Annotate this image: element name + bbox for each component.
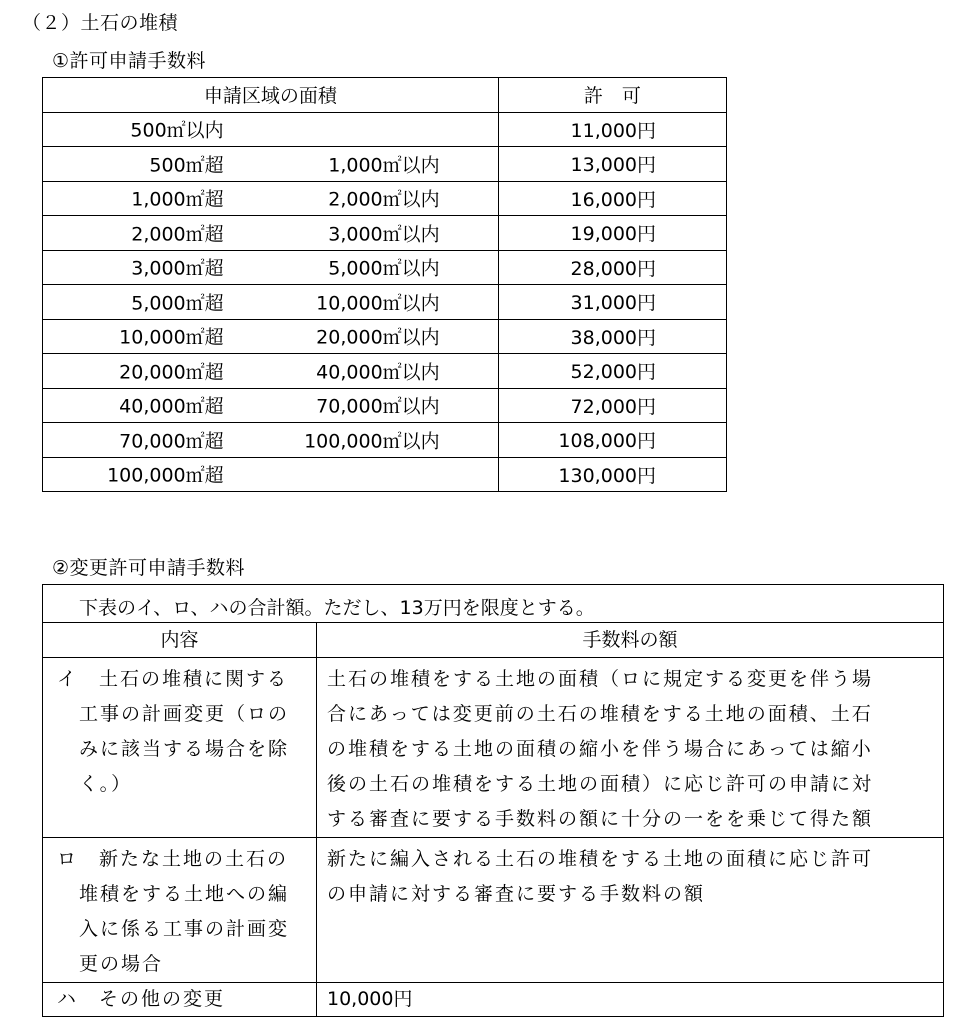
change-fee-cell (317, 838, 944, 983)
change-content-cell (43, 983, 317, 1017)
area-column-header: 申請区域の面積 (43, 78, 499, 113)
change-content-text: 新たな土地の土石の (99, 848, 289, 870)
change-fee-cell: 10,000円 (317, 983, 944, 1017)
fee-amount-column-header: 手数料の額 (317, 623, 944, 658)
area-to: 2,000㎡以内 (328, 188, 440, 211)
area-range-cell (43, 354, 499, 389)
change-content-text: 土石の堆積に関する (99, 668, 289, 690)
change-note: 下表のイ、ロ、ハの合計額。ただし、13万円を限度とする。 (43, 585, 944, 623)
change-mark: イ (57, 668, 79, 690)
table-row (43, 250, 727, 285)
area-from: 70,000㎡超 (119, 430, 224, 453)
change-fee-line: 新たに編入される土石の堆積をする土地の面積に応じ許可 (327, 848, 874, 870)
change-content-cell (43, 838, 317, 983)
table-row (43, 181, 727, 216)
area-to: 100,000㎡以内 (304, 430, 440, 453)
change-content-line: その他の変更 (99, 988, 226, 1010)
table-row (43, 354, 727, 389)
change-fee-lines (317, 658, 943, 837)
table-row (43, 838, 944, 983)
section-heading: （２）土石の堆積 (22, 12, 179, 34)
change-fee-table (42, 584, 944, 1017)
change-mark: ハ (57, 988, 79, 1010)
area-from: 2,000㎡超 (131, 223, 224, 246)
area-to: 70,000㎡以内 (316, 395, 440, 418)
area-to: 10,000㎡以内 (316, 292, 440, 315)
table-row (43, 147, 727, 182)
change-fee-line: 土石の堆積をする土地の面積（ロに規定する変更を伴う場 (327, 668, 874, 690)
change-content-line (43, 842, 316, 877)
change-content-line: く。） (79, 773, 133, 795)
area-to: 20,000㎡以内 (316, 326, 440, 349)
change-content-line: みに該当する場合を除 (79, 738, 290, 760)
area-from: 10,000㎡超 (119, 326, 224, 349)
area-from: 100,000㎡超 (107, 464, 224, 487)
change-content-line: 堆積をする土地への編 (79, 883, 290, 905)
change-fee-line: する審査に要する手数料の額に十分の一をを乗じて得た額 (327, 808, 874, 830)
change-note-row (43, 585, 944, 623)
area-range-cell (43, 457, 499, 492)
fee-column-header: 許 可 (498, 78, 726, 113)
area-from: 3,000㎡超 (131, 257, 224, 280)
table-row (43, 658, 944, 838)
fee-cell: 31,000円 (498, 285, 726, 320)
change-content-line (43, 662, 316, 697)
area-to: 1,000㎡以内 (328, 154, 440, 177)
change-content-line: 入に係る工事の計画変 (79, 918, 290, 940)
area-to: 5,000㎡以内 (328, 257, 440, 280)
table-row (43, 457, 727, 492)
table-row (43, 423, 727, 458)
content-column-header: 内容 (43, 623, 317, 658)
change-fee-cell (317, 658, 944, 838)
area-range-cell (43, 250, 499, 285)
fee-cell: 13,000円 (498, 147, 726, 182)
fee-cell: 28,000円 (498, 250, 726, 285)
area-from: 1,000㎡超 (131, 188, 224, 211)
change-fee-line: の申請に対する審査に要する手数料の額 (327, 883, 706, 905)
change-content-lines (43, 658, 316, 802)
area-from: 500㎡以内 (130, 119, 224, 142)
change-fee-title: ②変更許可申請手数料 (52, 557, 246, 579)
area-range-cell (43, 319, 499, 354)
change-fee-line: 後の土石の堆積をする土地の面積）に応じ許可の申請に対 (327, 773, 874, 795)
permit-fee-header-row (43, 78, 727, 113)
change-fee-lines (317, 838, 943, 912)
area-range-cell (43, 147, 499, 182)
change-fee-line: 合にあっては変更前の土石の堆積をする土地の面積、土石 (327, 703, 873, 725)
area-range-cell (43, 216, 499, 251)
change-content-lines (43, 838, 316, 982)
change-content-line: 工事の計画変更（ロの (79, 703, 290, 725)
area-from: 40,000㎡超 (119, 395, 224, 418)
table-row (43, 319, 727, 354)
fee-cell: 11,000円 (498, 112, 726, 147)
area-from: 500㎡超 (149, 154, 224, 177)
area-range-cell (43, 285, 499, 320)
fee-cell: 19,000円 (498, 216, 726, 251)
fee-cell: 130,000円 (498, 457, 726, 492)
change-fee-line: の堆積をする土地の面積の縮小を伴う場合にあっては縮小 (327, 738, 873, 760)
area-from: 20,000㎡超 (119, 361, 224, 384)
change-content-line: 更の場合 (79, 953, 164, 975)
area-range-cell (43, 181, 499, 216)
change-header-row (43, 623, 944, 658)
fee-cell: 38,000円 (498, 319, 726, 354)
area-to: 3,000㎡以内 (328, 223, 440, 246)
table-row (43, 983, 944, 1017)
table-row (43, 285, 727, 320)
change-mark: ロ (57, 848, 79, 870)
area-range-cell (43, 112, 499, 147)
fee-cell: 72,000円 (498, 388, 726, 423)
fee-cell: 108,000円 (498, 423, 726, 458)
permit-fee-title: ①許可申請手数料 (52, 50, 207, 72)
area-range-cell (43, 423, 499, 458)
permit-fee-table (42, 77, 727, 492)
area-to: 40,000㎡以内 (316, 361, 440, 384)
fee-cell: 52,000円 (498, 354, 726, 389)
table-row (43, 216, 727, 251)
fee-cell: 16,000円 (498, 181, 726, 216)
area-from: 5,000㎡超 (131, 292, 224, 315)
table-row (43, 112, 727, 147)
area-range-cell (43, 388, 499, 423)
change-content-cell (43, 658, 317, 838)
table-row (43, 388, 727, 423)
